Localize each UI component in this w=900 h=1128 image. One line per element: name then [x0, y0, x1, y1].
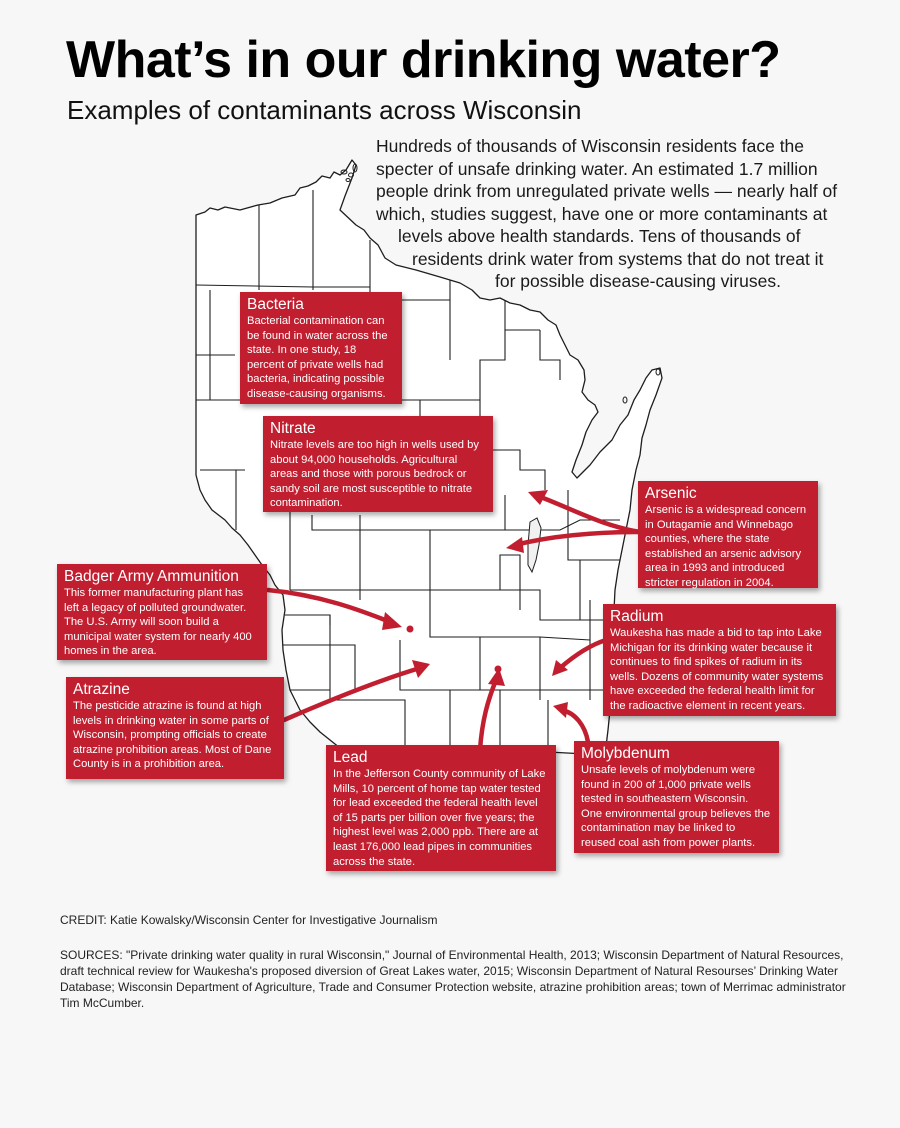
intro-line: which, studies suggest, have one or more contaminants at — [376, 203, 828, 224]
callout-heading: Arsenic — [645, 485, 697, 502]
callout-atrazine — [66, 677, 284, 779]
callout-nitrate — [263, 416, 493, 512]
intro-line: specter of unsafe drinking water. An estimated 1.7 million — [376, 158, 818, 179]
callout-molybdenum — [574, 741, 779, 853]
callout-heading: Atrazine — [73, 681, 130, 698]
callout-heading: Radium — [610, 608, 664, 625]
intro-line: Hundreds of thousands of Wisconsin residents face the — [376, 136, 805, 156]
callout-body: Arsenic is a widespread concern in Outagamie and Winnebago counties, where the state established an arsenic advisory area in 1993 and introduced stricter regulation in 2004. — [645, 504, 807, 589]
sources-text: SOURCES: "Private drinking water quality in rural Wisconsin," Journal of Environmental Health, 2013; Wisconsin Department of Natural Resources, draft technical review for Waukesha's proposed diversion of Great Lakes water, 2015; Wisconsin Department of Natural Resourses’ Drinking Water Database; Wisconsin Department of Agriculture, Trade and Consumer Protection website, atrazine prohibition areas; town of Merrimac administrator Tim McCumber. — [60, 948, 846, 1010]
callout-heading: Badger Army Ammunition — [64, 568, 239, 585]
callout-heading: Bacteria — [247, 296, 304, 313]
callout-heading: Lead — [333, 749, 368, 766]
intro-line: levels above health standards. Tens of thousands of — [398, 226, 801, 246]
marker-badger-plant — [407, 626, 414, 633]
page-subtitle: Examples of contaminants across Wisconsin — [67, 95, 582, 125]
callout-body: This former manufacturing plant has left a legacy of polluted groundwater. The U.S. Army will soon build a municipal water system for nearly 400 homes in the area. — [64, 587, 252, 658]
callout-body: The pesticide atrazine is found at high levels in drinking water in some parts of Wisconsin, prompting officials to create atrazine prohibition areas. Most of Dane County is in a prohibition area. — [73, 700, 272, 771]
marker-lake-mills — [495, 666, 502, 673]
intro-line: people drink from unregulated private wells — nearly half of — [376, 181, 838, 201]
callout-arsenic — [638, 481, 818, 588]
callout-heading: Molybdenum — [581, 745, 670, 762]
page-title: What’s in our drinking water? — [66, 31, 781, 89]
intro-line: residents drink water from systems that do not treat it — [412, 248, 824, 269]
credit-line: CREDIT: Katie Kowalsky/Wisconsin Center for Investigative Journalism — [60, 913, 438, 927]
callout-body: Bacterial contamination can be found in water across the state. In one study, 18 percent of private wells had bacteria, indicating possible disease-causing organisms. — [247, 315, 388, 400]
callout-heading: Nitrate — [270, 420, 316, 437]
callout-body: Unsafe levels of molybdenum were found in 200 of 1,000 private wells tested in southeastern Wisconsin. One environmental group believes the contamination may be linked to reused coal ash from power plants. — [581, 764, 771, 849]
callout-radium — [603, 604, 836, 716]
callout-badger-army-ammunition — [57, 564, 267, 660]
callout-bacteria — [240, 292, 402, 404]
callout-body: Nitrate levels are too high in wells used by about 94,000 households. Agricultural areas and those with porous bedrock or sandy soil are most susceptible to nitrate contamination. — [270, 439, 479, 510]
intro-line: for possible disease-causing viruses. — [495, 271, 781, 291]
callout-lead — [326, 745, 556, 871]
callout-body: Waukesha has made a bid to tap into Lake Michigan for its drinking water because it continues to find spikes of radium in its wells. Dozens of community water systems have exceeded the federal health limit for the radioactive element in recent years. — [610, 627, 824, 712]
intro-paragraph — [360, 135, 850, 293]
callout-body: In the Jefferson County community of Lake Mills, 10 percent of home tap water tested for lead exceeded the federal health level of 15 parts per billion over five years; the highest level was 2,000 ppb. There are at least 176,000 lead pipes in communities across the state. — [333, 768, 546, 868]
